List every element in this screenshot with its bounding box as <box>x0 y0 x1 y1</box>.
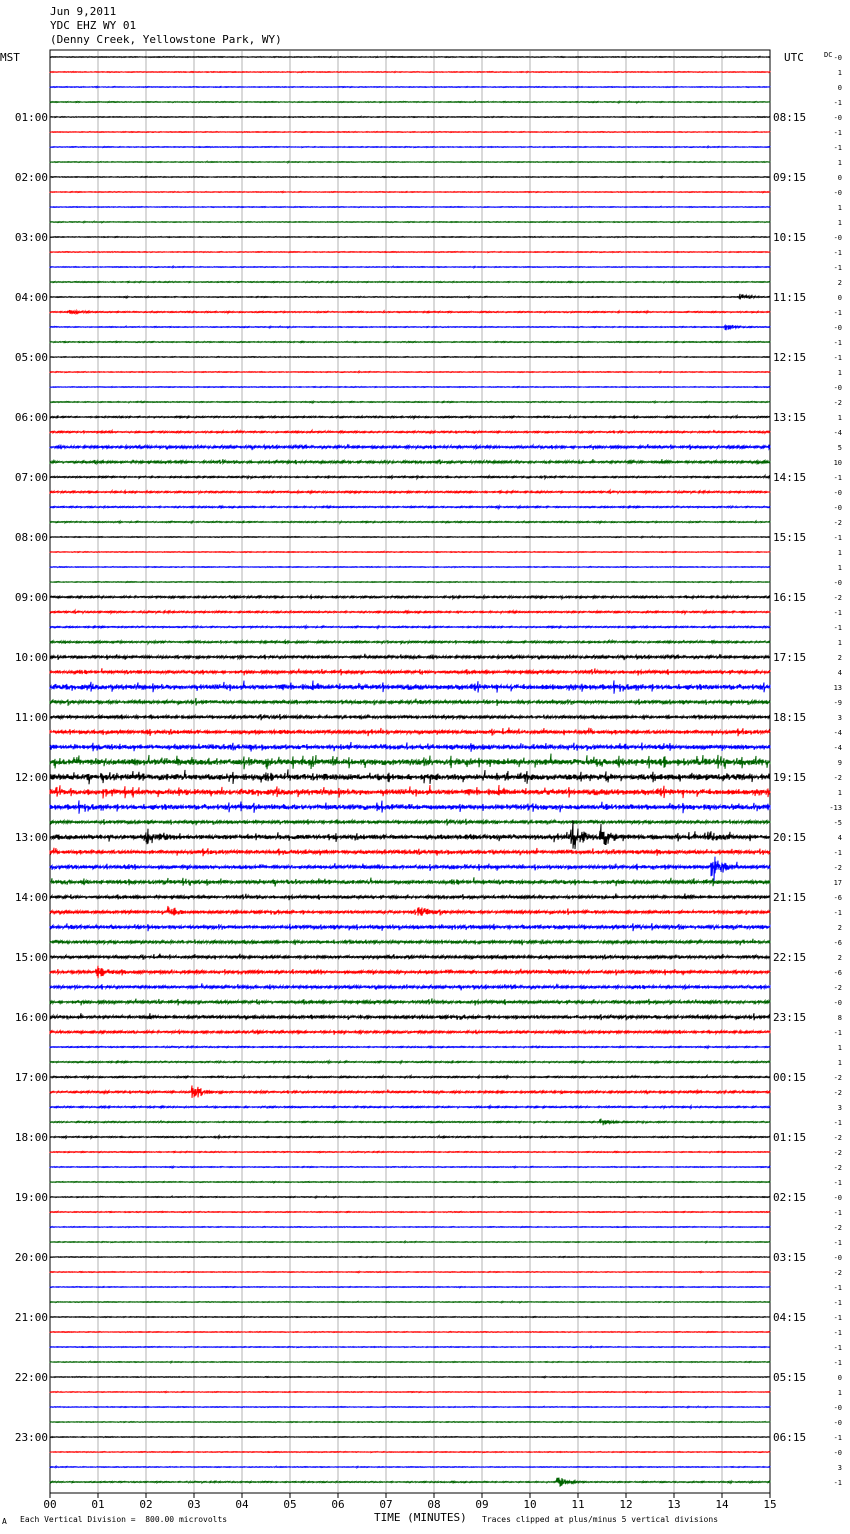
hour-label-mst: 22:00 <box>14 1371 48 1384</box>
seismic-trace <box>50 1391 770 1392</box>
seismic-trace <box>50 1241 770 1243</box>
dc-offset-label: 17 <box>833 879 842 887</box>
dc-offset-label: -0 <box>833 234 842 242</box>
hour-label-mst: 20:00 <box>14 1251 48 1264</box>
seismic-trace <box>50 237 770 238</box>
hour-label-utc: 11:15 <box>773 291 807 304</box>
dc-offset-label: -0 <box>833 579 842 587</box>
dc-offset-label: 2 <box>837 954 842 962</box>
dc-offset-label: 1 <box>837 159 842 167</box>
dc-offset-label: -0 <box>833 54 842 62</box>
hour-label-mst: 15:00 <box>14 951 48 964</box>
dc-offset-label: -1 <box>833 1314 842 1322</box>
dc-offset-label: 2 <box>837 924 842 932</box>
seismic-trace <box>50 1361 770 1363</box>
dc-offset-label: 0 <box>837 1374 842 1382</box>
seismic-trace <box>50 506 770 509</box>
seismic-trace <box>50 176 770 177</box>
hour-label-mst: 04:00 <box>14 291 48 304</box>
dc-offset-label: -2 <box>833 1269 842 1277</box>
hour-label-mst: 12:00 <box>14 771 48 784</box>
dc-offset-label: -1 <box>833 129 842 137</box>
hour-label-utc: 19:15 <box>773 771 807 784</box>
dc-offset-label: -1 <box>833 264 842 272</box>
dc-offset-label: 1 <box>837 1044 842 1052</box>
seismic-trace <box>50 668 770 675</box>
seismic-trace <box>50 1166 770 1168</box>
dc-offset-label: -0 <box>833 384 842 392</box>
hour-label-utc: 13:15 <box>773 411 807 424</box>
x-tick-label: 14 <box>715 1498 729 1511</box>
x-axis-label: TIME (MINUTES) <box>374 1511 467 1524</box>
hour-label-mst: 02:00 <box>14 171 48 184</box>
hour-label-utc: 09:15 <box>773 171 807 184</box>
dc-offset-label: 4 <box>837 669 842 677</box>
dc-offset-label: 1 <box>837 204 842 212</box>
dc-offset-label: 9 <box>837 759 842 767</box>
dc-offset-label: 8 <box>837 1014 842 1022</box>
dc-offset-label: -1 <box>833 1434 842 1442</box>
seismic-trace <box>50 581 770 583</box>
dc-offset-label: -0 <box>833 324 842 332</box>
seismic-trace <box>50 1301 770 1302</box>
seismic-trace <box>50 785 770 799</box>
seismic-trace <box>50 1211 770 1212</box>
seismic-trace <box>50 191 770 192</box>
seismic-trace <box>50 1452 770 1453</box>
hour-label-utc: 01:15 <box>773 1131 807 1144</box>
seismic-trace <box>50 819 770 826</box>
dc-offset-label: 1 <box>837 564 842 572</box>
seismic-trace <box>50 954 770 960</box>
x-tick-label: 07 <box>379 1498 393 1511</box>
hour-label-mst: 13:00 <box>14 831 48 844</box>
hour-label-utc: 12:15 <box>773 351 807 364</box>
dc-offset-label: -1 <box>833 1179 842 1187</box>
dc-offset-label: -4 <box>833 729 842 737</box>
seismic-trace <box>50 626 770 629</box>
hour-label-mst: 09:00 <box>14 591 48 604</box>
seismic-trace <box>50 595 770 599</box>
seismic-trace <box>50 266 770 268</box>
seismic-trace <box>50 769 770 784</box>
dc-offset-label: -0 <box>833 189 842 197</box>
dc-offset-label: 10 <box>833 459 842 467</box>
seismic-trace <box>50 371 770 373</box>
seismic-trace <box>50 1346 770 1348</box>
seismic-trace <box>50 132 770 133</box>
hour-label-mst: 05:00 <box>14 351 48 364</box>
scale-note: Each Vertical Division = 800.00 microvolts <box>20 1515 228 1524</box>
dc-offset-label: -2 <box>833 594 842 602</box>
seismic-trace <box>50 1196 770 1198</box>
seismic-trace <box>50 1086 770 1098</box>
seismic-trace <box>50 341 770 342</box>
dc-offset-label: 1 <box>837 639 842 647</box>
hour-label-mst: 17:00 <box>14 1071 48 1084</box>
seismic-trace <box>50 1013 770 1020</box>
dc-offset-label: 1 <box>837 219 842 227</box>
x-tick-label: 09 <box>475 1498 489 1511</box>
dc-offset-label: -2 <box>833 1164 842 1172</box>
dc-offset-label: 1 <box>837 414 842 422</box>
dc-offset-label: -1 <box>833 309 842 317</box>
hour-label-mst: 06:00 <box>14 411 48 424</box>
seismic-trace <box>50 923 770 931</box>
dc-offset-label: 1 <box>837 549 842 557</box>
seismic-trace <box>50 728 770 737</box>
x-tick-label: 01 <box>91 1498 105 1511</box>
timezone-utc: UTC <box>784 51 804 64</box>
seismic-trace <box>50 459 770 464</box>
x-tick-label: 06 <box>331 1498 345 1511</box>
x-tick-label: 15 <box>763 1498 777 1511</box>
seismic-trace <box>50 536 770 537</box>
dc-offset-label: -1 <box>833 1479 842 1487</box>
dc-header: DC <box>824 51 833 59</box>
x-tick-label: 13 <box>667 1498 681 1511</box>
hour-label-utc: 00:15 <box>773 1071 807 1084</box>
dc-offset-label: -1 <box>833 99 842 107</box>
dc-offset-label: 3 <box>837 1464 842 1472</box>
hour-label-utc: 14:15 <box>773 471 807 484</box>
x-tick-label: 11 <box>571 1498 585 1511</box>
hour-label-utc: 20:15 <box>773 831 807 844</box>
seismic-trace <box>50 714 770 720</box>
seismic-trace <box>50 1182 770 1183</box>
dc-offset-label: -1 <box>833 1119 842 1127</box>
seismic-trace <box>50 86 770 87</box>
seismic-trace <box>50 161 770 163</box>
dc-offset-label: -2 <box>833 1149 842 1157</box>
hour-label-utc: 06:15 <box>773 1431 807 1444</box>
seismic-trace <box>50 1437 770 1438</box>
seismic-trace <box>50 146 770 148</box>
hour-label-utc: 17:15 <box>773 651 807 664</box>
dc-offset-label: -1 <box>833 624 842 632</box>
dc-offset-label: -0 <box>833 1194 842 1202</box>
dc-offset-label: 0 <box>837 84 842 92</box>
seismic-trace <box>50 820 770 849</box>
seismic-trace <box>50 71 770 72</box>
seismic-trace <box>50 800 770 813</box>
hour-label-mst: 03:00 <box>14 231 48 244</box>
dc-offset-label: -6 <box>833 969 842 977</box>
seismic-trace <box>50 444 770 450</box>
seismic-trace <box>50 430 770 434</box>
x-tick-label: 03 <box>187 1498 201 1511</box>
x-tick-label: 00 <box>43 1498 57 1511</box>
dc-offset-label: 2 <box>837 279 842 287</box>
seismic-trace <box>50 416 770 419</box>
x-tick-label: 04 <box>235 1498 249 1511</box>
dc-offset-label: -1 <box>833 474 842 482</box>
dc-offset-label: 1 <box>837 369 842 377</box>
seismic-trace <box>50 998 770 1005</box>
seismic-trace <box>50 1136 770 1139</box>
seismic-trace <box>50 1227 770 1228</box>
seismic-trace <box>50 857 770 882</box>
hour-label-utc: 04:15 <box>773 1311 807 1324</box>
dc-offset-label: 1 <box>837 789 842 797</box>
x-tick-label: 02 <box>139 1498 153 1511</box>
dc-offset-label: -2 <box>833 399 842 407</box>
hour-label-utc: 23:15 <box>773 1011 807 1024</box>
seismic-trace <box>50 698 770 706</box>
dc-offset-label: -4 <box>833 429 842 437</box>
dc-offset-label: -5 <box>833 819 842 827</box>
dc-offset-label: 1 <box>837 1389 842 1397</box>
dc-offset-label: 5 <box>837 444 842 452</box>
x-tick-label: 12 <box>619 1498 633 1511</box>
seismic-trace <box>50 1076 770 1079</box>
x-tick-label: 05 <box>283 1498 297 1511</box>
dc-offset-label: -2 <box>833 1134 842 1142</box>
seismic-trace <box>50 1478 770 1487</box>
hour-label-mst: 01:00 <box>14 111 48 124</box>
dc-offset-label: -1 <box>833 1329 842 1337</box>
header-location: (Denny Creek, Yellowstone Park, WY) <box>50 33 282 46</box>
dc-offset-label: 0 <box>837 294 842 302</box>
hour-label-utc: 08:15 <box>773 111 807 124</box>
seismic-trace <box>50 877 770 886</box>
dc-offset-label: -1 <box>833 1299 842 1307</box>
seismic-trace <box>50 490 770 494</box>
seismic-trace <box>50 1376 770 1377</box>
hour-label-utc: 18:15 <box>773 711 807 724</box>
header-station: YDC EHZ WY 01 <box>50 19 137 32</box>
hour-label-utc: 15:15 <box>773 531 807 544</box>
dc-offset-label: -1 <box>833 534 842 542</box>
seismic-trace <box>50 742 770 752</box>
dc-offset-label: -1 <box>833 1239 842 1247</box>
hour-label-utc: 05:15 <box>773 1371 807 1384</box>
hour-label-mst: 08:00 <box>14 531 48 544</box>
hour-label-mst: 19:00 <box>14 1191 48 1204</box>
seismic-trace <box>50 1106 770 1109</box>
hour-label-mst: 14:00 <box>14 891 48 904</box>
dc-offset-label: -1 <box>833 339 842 347</box>
dc-offset-label: -2 <box>833 1224 842 1232</box>
x-tick-label: 08 <box>427 1498 441 1511</box>
seismic-trace <box>50 1151 770 1153</box>
seismic-trace <box>50 640 770 644</box>
seismic-trace <box>50 221 770 222</box>
seismic-trace <box>50 1046 770 1048</box>
hour-label-mst: 16:00 <box>14 1011 48 1024</box>
seismic-trace <box>50 1421 770 1422</box>
hour-label-mst: 21:00 <box>14 1311 48 1324</box>
dc-offset-label: -0 <box>833 1449 842 1457</box>
seismic-trace <box>50 1061 770 1064</box>
dc-offset-label: -9 <box>833 699 842 707</box>
dc-offset-label: -1 <box>833 144 842 152</box>
dc-offset-label: -13 <box>829 804 842 812</box>
seismic-trace <box>50 654 770 660</box>
dc-offset-label: -1 <box>833 909 842 917</box>
dc-offset-label: -6 <box>833 939 842 947</box>
seismic-trace <box>50 357 770 358</box>
seismic-trace <box>50 939 770 946</box>
dc-offset-label: -1 <box>833 1209 842 1217</box>
dc-offset-label: 3 <box>837 1104 842 1112</box>
dc-offset-label: -1 <box>833 1029 842 1037</box>
seismic-trace <box>50 983 770 990</box>
hour-label-mst: 23:00 <box>14 1431 48 1444</box>
dc-offset-label: 3 <box>837 714 842 722</box>
dc-offset-label: -2 <box>833 519 842 527</box>
seismic-trace <box>50 1332 770 1333</box>
dc-offset-label: 4 <box>837 834 842 842</box>
dc-offset-label: -2 <box>833 774 842 782</box>
seismic-trace <box>50 754 770 770</box>
hour-label-mst: 10:00 <box>14 651 48 664</box>
hour-label-mst: 07:00 <box>14 471 48 484</box>
hour-label-utc: 02:15 <box>773 1191 807 1204</box>
dc-offset-label: -0 <box>833 1254 842 1262</box>
dc-offset-label: -2 <box>833 1089 842 1097</box>
dc-offset-label: 0 <box>837 174 842 182</box>
dc-offset-label: -1 <box>833 1344 842 1352</box>
dc-offset-label: -1 <box>833 1284 842 1292</box>
dc-offset-label: -0 <box>833 1419 842 1427</box>
seismic-trace <box>50 387 770 388</box>
dc-offset-label: -0 <box>833 1404 842 1412</box>
dc-offset-label: 1 <box>837 69 842 77</box>
dc-offset-label: -1 <box>833 1359 842 1367</box>
dc-offset-label: -6 <box>833 894 842 902</box>
dc-offset-label: -1 <box>833 249 842 257</box>
corner-mark: A <box>2 1517 7 1526</box>
x-tick-label: 10 <box>523 1498 537 1511</box>
dc-offset-label: 2 <box>837 654 842 662</box>
seismic-trace <box>50 1257 770 1258</box>
seismic-trace <box>50 101 770 103</box>
seismic-trace <box>50 252 770 253</box>
dc-offset-label: -2 <box>833 864 842 872</box>
seismic-trace <box>50 610 770 614</box>
seismic-trace <box>50 1119 770 1126</box>
seismic-trace <box>50 310 770 314</box>
hour-label-utc: 21:15 <box>773 891 807 904</box>
seismic-trace <box>50 551 770 552</box>
dc-offset-label: -0 <box>833 114 842 122</box>
seismic-trace <box>50 294 770 300</box>
seismic-trace <box>50 56 770 57</box>
dc-offset-label: 1 <box>837 1059 842 1067</box>
hour-label-utc: 10:15 <box>773 231 807 244</box>
seismic-trace <box>50 848 770 857</box>
dc-offset-label: 13 <box>833 684 842 692</box>
dc-offset-label: -0 <box>833 504 842 512</box>
seismic-trace <box>50 1287 770 1288</box>
seismic-trace <box>50 281 770 283</box>
seismic-trace <box>50 567 770 568</box>
seismic-trace <box>50 894 770 901</box>
dc-offset-label: -0 <box>833 489 842 497</box>
dc-offset-label: -2 <box>833 1074 842 1082</box>
hour-label-utc: 16:15 <box>773 591 807 604</box>
seismic-trace <box>50 1466 770 1468</box>
dc-offset-label: -2 <box>833 984 842 992</box>
hour-label-utc: 22:15 <box>773 951 807 964</box>
dc-offset-label: -1 <box>833 849 842 857</box>
seismic-trace <box>50 906 770 916</box>
seismic-trace <box>50 1316 770 1317</box>
dc-offset-label: -1 <box>833 354 842 362</box>
seismic-trace <box>50 521 770 523</box>
dc-offset-label: -4 <box>833 744 842 752</box>
seismic-trace <box>50 680 770 693</box>
seismic-trace <box>50 1271 770 1272</box>
hour-label-mst: 18:00 <box>14 1131 48 1144</box>
seismic-trace <box>50 116 770 117</box>
seismic-trace <box>50 475 770 478</box>
dc-offset-label: -0 <box>833 999 842 1007</box>
header-date: Jun 9,2011 <box>50 5 117 18</box>
seismic-trace <box>50 1030 770 1035</box>
seismic-trace <box>50 966 770 979</box>
hour-label-utc: 03:15 <box>773 1251 807 1264</box>
dc-offset-label: -1 <box>833 609 842 617</box>
clip-note: Traces clipped at plus/minus 5 vertical divisions <box>482 1515 719 1524</box>
seismic-trace <box>50 206 770 207</box>
seismic-trace <box>50 1406 770 1407</box>
seismic-trace <box>50 401 770 403</box>
seismic-trace <box>50 325 770 330</box>
timezone-mst: MST <box>0 51 20 64</box>
hour-label-mst: 11:00 <box>14 711 48 724</box>
